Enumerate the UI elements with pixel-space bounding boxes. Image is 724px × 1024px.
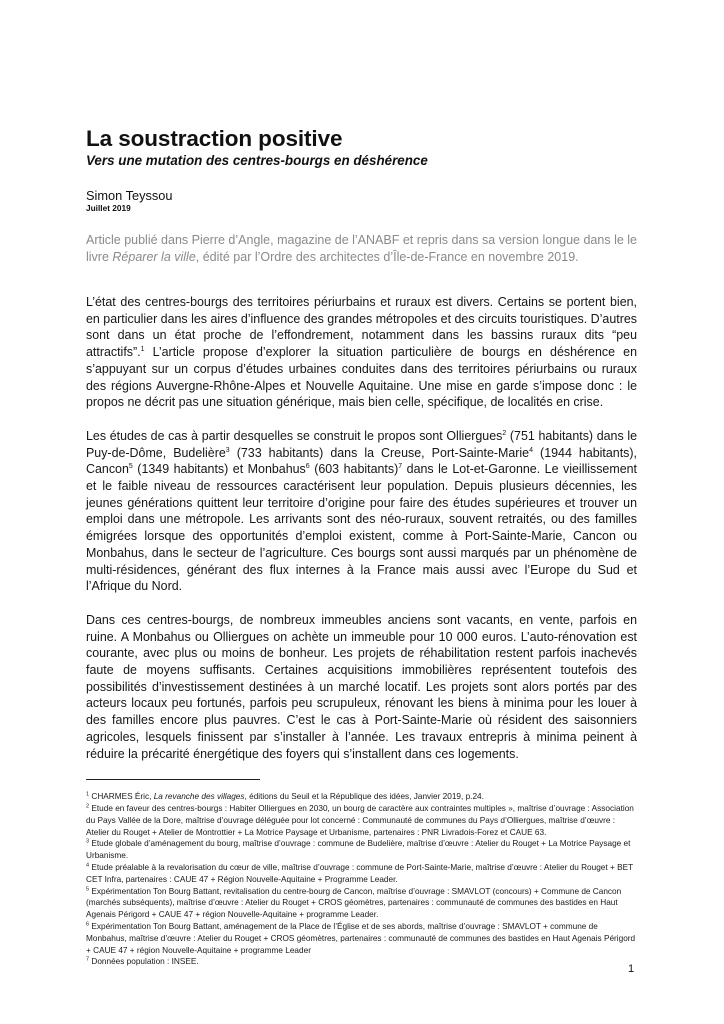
footnote-number: 7 — [86, 956, 90, 963]
footnote-1 — [86, 791, 637, 803]
footnote-number: 3 — [86, 838, 90, 845]
publication-note-text-end: , édité par l’Ordre des architectes d’Île-de-France en novembre 2019. — [195, 250, 579, 264]
footnote-text: Données population : INSEE. — [89, 957, 199, 967]
paragraph-text: (1944 habitants), Cancon — [86, 445, 637, 477]
paragraph-3: Dans ces centres-bourgs, de nombreux immeubles anciens sont vacants, en vente, parfois en ruine. A Monbahus ou Olliergues on achète un immeuble pour 10 000 euros. L’auto-rénovation est courante, avec plus ou moins de bonheur. Les projets de réhabilitation restent parfois inachevés faute de moyens suffisants. Certaines acquisitions immobilières représentent toutefois des possibilités d’investissement destinées à un marché locatif. Les projets sont alors portés par des acteurs locaux peu fortunés, parfois peu scrupuleux, rénovant les biens à minima pour les louer à des familles encore plus pauvres. C’est le cas à Port-Sainte-Marie où résident des saisonniers agricoles, lesquels finissent par s’installer à l’année. Les travaux entrepris à minima peinent à réduire la précarité énergétique des foyers qui s’installent dans ces logements. — [86, 612, 637, 761]
article-title: La soustraction positive — [86, 126, 343, 151]
paragraph-text: dans le Lot-et-Garonne. Le vieillissement et le faible niveau de ressources caractérisent leur population. Depuis plusieurs décennies, les jeunes générations quittent leur territoire d’origine pour faire des études supérieures et trouver un emploi dans une métropole. Les arrivants sont des néo-ruraux, souvent retraités, ou des familles émigrées lorsque des opportunités d’emploi existent, comme à Port-Sainte-Marie, Cancon ou Monbahus, dans le secteur de l’agriculture. Ces bourgs sont aussi marqués par un phénomène de multi-résidences, générant des flux internes à la France mais aussi avec l’Europe du Sud et l’Afrique du Nord. — [86, 462, 637, 594]
footnote-text: Etude en faveur des centres-bourgs : Habiter Olliergues en 2030, un bourg de caractère aux contraintes multiples », maîtrise d’ouvrage : Association du Pays Vallée de la Dore, maîtrise d’ouvrage déléguée pour lot concerné : Communauté de communes du Pays d’Olliergues, maîtrise d’œuvre : Atelier du Rouget + Atelier de Montrottier + La Motrice Paysage et Urbanisme, partenaires : PNR Livradois-Forez et CAUE 63. — [86, 804, 634, 837]
book-title: Réparer la ville — [112, 250, 196, 264]
footnote-6 — [86, 921, 637, 956]
footnote-text: Expérimentation Ton Bourg Battant, aménagement de la Place de l’Église et de ses abords, maîtrise d’ouvrage : SMAVLOT + commune de Monbahus, maîtrise d’œuvre : Atelier du Rouget + CROS géomètres, partenaires : communauté de communes des bastides en Haut Agenais Périgord + CAUE 47 + région Nouvelle-Aquitaine + programme Leader — [86, 922, 636, 955]
publication-date: Juillet 2019 — [86, 203, 131, 213]
footnote-ref-3[interactable]: 3 — [225, 446, 230, 454]
article-subtitle: Vers une mutation des centres-bourgs en déshérence — [86, 153, 428, 168]
footnote-ref-6[interactable]: 6 — [305, 463, 310, 471]
paragraph-text: (733 habitants) dans la Creuse, Port-Sainte-Marie — [229, 445, 530, 460]
publication-note-text: Article publié dans Pierre d’Angle, magazine de l’ANABF et repris dans sa version longue dans le le livre — [86, 233, 637, 264]
paragraph-text: L’état des centres-bourgs des territoires périurbains et ruraux est divers. Certains se portent bien, en particulier dans les aires d’influence des grandes métropoles et des circuits touristiques. D’autres sont dans un état proche de l’effondrement, notamment dans les bassins ruraux dits “peu attractifs”. — [86, 295, 637, 360]
footnote-number: 1 — [86, 791, 90, 798]
footnote-5 — [86, 886, 637, 921]
paragraph-text: (603 habitants) — [309, 462, 399, 477]
footnote-ref-1[interactable]: 1 — [140, 345, 145, 353]
footnote-number: 5 — [86, 885, 90, 892]
footnote-text: CHARMES Éric, — [89, 792, 154, 802]
footnotes — [86, 791, 637, 968]
paragraph-text: (751 habitants) dans le Puy-de-Dôme, Budelière — [86, 428, 637, 460]
footnote-text: Etude préalable à la revalorisation du cœur de ville, maîtrise d’ouvrage : commune de Port-Sainte-Marie, maîtrise d’œuvre : Atelier du Rouget + BET CET Infra, partenaires : CAUE 47 + Région Nouvelle-Aquitaine + Programme Leader. — [86, 863, 633, 884]
footnote-number: 6 — [86, 921, 90, 928]
publication-note — [86, 232, 637, 266]
footnote-number: 4 — [86, 862, 90, 869]
paragraph-text: Les études de cas à partir desquelles se construit le propos sont Olliergues — [86, 428, 503, 443]
footnote-text: Etude globale d’aménagement du bourg, maîtrise d’ouvrage : commune de Budelière, maîtrise d’œuvre : Atelier du Rouget + La Motrice Paysage et Urbanisme. — [86, 839, 631, 861]
footnote-ref-4[interactable]: 4 — [529, 446, 534, 454]
footnote-text: , éditions du Seuil et la République des idées, Janvier 2019, p.24. — [244, 792, 484, 802]
paragraph-text: (1349 habitants) et Monbahus — [132, 462, 306, 477]
author-name: Simon Teyssou — [86, 188, 173, 203]
footnote-separator — [86, 779, 260, 780]
footnote-ref-7[interactable]: 7 — [398, 463, 403, 471]
document-page — [86, 126, 637, 968]
footnote-ref-5[interactable]: 5 — [128, 463, 133, 471]
footnote-book-title: La revanche des villages — [153, 792, 245, 802]
footnote-7 — [86, 956, 637, 968]
paragraph-text: L’article propose d’explorer la situation particulière de bourgs en déshérence en s’appuyant sur un corpus d’études urbaines conduites dans des territoires périurbains ou ruraux des régions Auvergne-Rhône-Alpes et Nouvelle Aquitaine. Une mise en garde s’impose donc : le propos ne décrit pas une situation générique, mais bien celle, spécifique, de localités en crise. — [86, 345, 637, 410]
paragraph-1 — [86, 294, 637, 411]
footnote-ref-2[interactable]: 2 — [502, 429, 507, 437]
footnote-2 — [86, 803, 637, 838]
footnote-number: 2 — [86, 803, 90, 810]
paragraph-2 — [86, 428, 637, 595]
footnote-3 — [86, 838, 637, 862]
footnote-4 — [86, 862, 637, 886]
article-body — [86, 294, 637, 762]
page-number: 1 — [628, 963, 635, 975]
footnote-text: Expérimentation Ton Bourg Battant, revitalisation du centre-bourg de Cancon, maîtrise d’ouvrage : SMAVLOT (concours) + Commune de Cancon (marchés subséquents), maîtrise d’œuvre : Atelier du Rouget + CROS géomètres, partenaires : communauté de communes des bastides en Haut Agenais Périgord + CAUE 47 + région Nouvelle-Aquitaine + programme Leader. — [86, 886, 622, 920]
